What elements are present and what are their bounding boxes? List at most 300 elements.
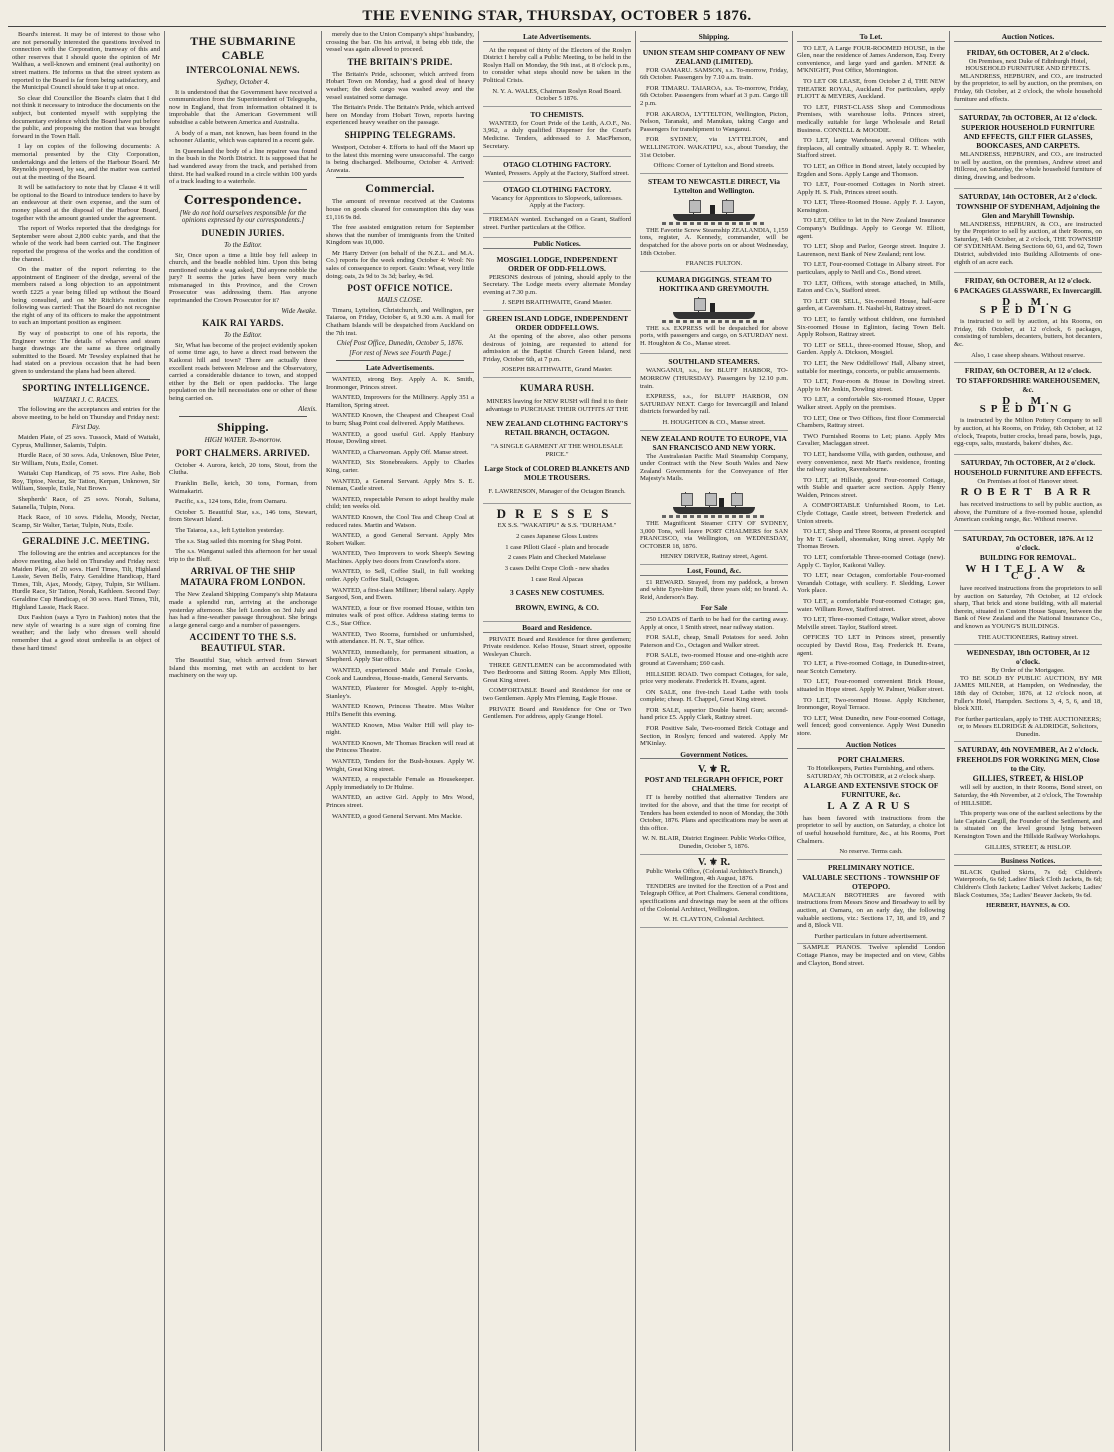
to-let-ad: TO LET, near Octagon, comfortable Four-roomed Verandah Cottage, with scullery. F. Sledding, Lower York place. — [797, 572, 945, 595]
ad-signature: HENRY DRIVER, Rattray street, Agent. — [660, 553, 768, 561]
column-1 — [8, 31, 165, 1451]
to-let-ad: TO LET, large Warehouse, several Offices with fireplaces, all centrally situated. Apply R. T. Wheeler, Stafford street. — [797, 137, 945, 160]
to-let-ad: TO LET, Offices, with storage attached, in Mills, Eaton and Co.'s, Stafford street. — [797, 279, 945, 295]
ad-signature: GILLIES, STREET, & HISLOP. — [985, 843, 1071, 851]
ad-otago-factory — [483, 157, 631, 182]
board-ad: PRIVATE Board and Residence for three gentlemen; Private residence. Kelso House, Stuart street, opposite Wesleyan Church. — [483, 635, 631, 658]
wanted-ad: WANTED, Improvers for the Millinery. Apply 351 a Hamilton, Spring street. — [326, 394, 474, 409]
article-paragraph: Dux Fashion (says a Tyro in Fashion) notes that the new style of wearing is a sure sign of coming fine weather; and the lady who dresses well should remember that a good stout umbrella is an object of these hard times! — [12, 614, 160, 652]
ad-text: TO BE SOLD BY PUBLIC AUCTION, BY MR JAMES MILNER, at Hampden, on Wednesday, the 18th day of October, 1876, at 12 o'clock noon, at Fuller's Hotel, Hampden. Sections 3, 4, 5, 6, and 18, block XIII. — [954, 674, 1102, 713]
ad-staffordshire — [954, 363, 1102, 455]
wanted-ad: WANTED, strong Boy. Apply A. K. Smith, Ironmonger, Princes street. — [326, 376, 474, 391]
ad-stock: A LARGE AND EXTENSIVE STOCK OF FURNITURE, &c. — [803, 781, 939, 800]
column-7 — [950, 31, 1106, 1451]
wanted-ad: WANTED, a respectable Female as Housekeeper. Apply immediately to Dr Hulme. — [326, 776, 474, 791]
ad-note: Also, 1 case sheep shears. Without reserve. — [971, 351, 1085, 359]
shipping-header: Shipping. — [640, 33, 788, 42]
ad-title: OTAGO CLOTHING FACTORY. — [502, 160, 612, 170]
column-5 — [636, 31, 793, 1451]
wanted-ad: WANTED, a good General Servant. Apply Mrs Robert Walker. — [326, 532, 474, 547]
shipping-item: The s.s. Wanganui sailed this afternoon for her usual trip to the Bluff. — [169, 548, 317, 563]
ad-title: NEW ZEALAND ROUTE TO EUROPE, VIA SAN FRANCISCO AND NEW YORK. — [641, 433, 787, 452]
ad-date: WEDNESDAY, 18th OCTOBER, At 12 o'clock. — [966, 648, 1090, 667]
ad-title: TO STAFFORDSHIRE WAREHOUSEMEN, &c. — [956, 376, 1100, 395]
ad-text: will sell by auction, in their Rooms, Bond street, on Saturday, the 4th November, at 2 o'clock, The Township of HILLSIDE. — [954, 784, 1102, 807]
late-ads-header: Late Advertisements. — [483, 33, 631, 42]
ad-signature: For further particulars, apply to THE AUCTIONEERS; or, to Messrs ELDRIDGE & ALDRIDGE, Solicitors, Dunedin. — [954, 715, 1102, 738]
to-let-ad: TO LET, a comfortable Four-roomed Cottage; gas, water. William Rowe, Stafford street. — [797, 598, 945, 613]
ad-signature: N. Y. A. WALES, Chairman Roslyn Road Board. October 5 1876. — [492, 87, 622, 103]
ad-title: SUPERIOR HOUSEHOLD FURNITURE AND EFFECTS, GILT FIER GLASSES, BOOKCASES, AND CARPETS. — [961, 123, 1095, 151]
ad-dresses — [483, 504, 631, 622]
section-title-correspondence: Correspondence. — [183, 192, 303, 207]
royal-arms-icon: V. ⚜ R. — [697, 764, 731, 776]
lost-ad: £1 REWARD. Strayed, from my paddock, a brown and white Eyre-hire Bull, three years old; no brand. A. Reid, Anderson's Bay. — [640, 578, 788, 601]
ad-note: Further particulars in future advertisement. — [814, 932, 928, 940]
shipping-item: Franklin Belle, ketch, 30 tons, Forman, from Waimakariri. — [169, 479, 317, 495]
ad-text: THE Magnificent Steamer CITY OF SYDNEY, 3,000 Tons, will leave PORT CHALMERS for SAN FRANCISCO, via Wellington, on WEDNESDAY, OCTOBER 18, 1876. — [640, 520, 788, 550]
ad-signature: F. LAWRENSON, Manager of the Octagon Branch. — [488, 488, 626, 496]
wanted-ad: WANTED, Tenders for the Bush-houses. Apply W. Wright, Great King street. — [326, 757, 474, 773]
pianos-ad: SAMPLE PIANOS. Twelve splendid London Cottage Pianos, may be inspected and on view, Gibbs and Clayton, Bond street. — [797, 944, 945, 967]
ad-text: MLANDRESS, HEPBURN, & CO., are instructed by the Proprietor to sell by auction, at their Rooms, on Saturday, 14th October, at 2 o'clock, THE TOWNSHIP OF SYDENHAM. Being Sections 60, 61, and 62, Town District, subdivided into Building Allotments of one-eighth of an acre each. — [954, 220, 1102, 266]
ad-office: Offices: Corner of Lyttelton and Bond streets. — [653, 162, 775, 170]
sale-ad: FOR Positive Sale, Two-roomed Brick Cottage and Section, in Roslyn; fenced and watered. Apply Mr M'Kinlay. — [640, 725, 788, 748]
ad-title: STEAM TO NEWCASTLE DIRECT, Via Lyttelton and Wellington. — [647, 176, 781, 195]
ship-icon — [662, 486, 766, 518]
ad-public-works — [640, 855, 788, 928]
ad-building-removal — [954, 531, 1102, 645]
wanted-ad: WANTED, Six Stonebreakers. Apply to Charles King, carter. — [326, 459, 474, 474]
ad-post-telegraph — [640, 762, 788, 854]
section-subtitle: WAITAKI J. C. RACES. — [53, 395, 119, 404]
ad-title: MOSGIEL LODGE, INDEPENDENT ORDER OF ODD-FELLOWS. — [496, 254, 618, 273]
ad-signature: J. SEPH BRAITHWAITE, Grand Master. — [502, 299, 612, 307]
letter-text: Sir, Once upon a time a little boy fell asleep in church, and the beadle nobbled him. Upon this being mentioned outside a wag asked, Did anyone nobble the jury? It seems the juries have been very much mismanaged in this Province, and the Crown Prosecutor was addressing them. Has anyone reprimanded the Crown Prosecutor for it? — [169, 251, 317, 305]
ad-text: Vacancy for Apprentices to Slopwork, tailoresses. Apply at the Factory. — [491, 194, 623, 210]
to-let-ad: TO LET, Four-roomed convenient Brick House, situated in Hope street. Apply W. Palmer, Walker street. — [797, 678, 945, 693]
ad-signature: JOSEPH BRAITHWAITE, Grand Master. — [501, 366, 613, 374]
to-let-ad: TO LET OR SELL, Six-roomed House, half-acre garden, at Caversham. H. Nashel-hi, Rattray street. — [797, 297, 945, 313]
auctioneer-name: WHITELAW & CO. — [965, 562, 1091, 583]
mails-close: MAILS CLOSE. — [377, 296, 423, 305]
race-entry: Maiden Plate, of 25 sovs. Tussock, Maid of Waitaki, Cyprus, Mullinner, Salamis, Tulpin. — [12, 433, 160, 449]
ad-hillside-freeholds — [954, 742, 1102, 855]
column-4 — [479, 31, 636, 1451]
ad-text: MINERS leaving for NEW RUSH will find it to their advantage to PURCHASE THEIR OUTFITS AT THE — [485, 398, 629, 413]
to-let-ad: OFFICES TO LET in Princes street, presently occupied by David Ross, Esq. Frederick H. Evans, agent. — [797, 634, 945, 657]
ad-text: FOR AKAROA, LYTTELTON, Wellington, Picton, Nelson, Taranaki, and Manukau, taking Cargo and Passengers for transhipment to Wanganui. — [640, 110, 788, 133]
wanted-ad: WANTED Known, the Cool Tea and Cheap Coal at reduced rates. Martin and Watson. — [326, 513, 474, 529]
wanted-ad: WANTED Known, Mr Thomas Bracken will read at the Princess Theatre. — [326, 739, 474, 755]
ad-otepopo — [797, 860, 945, 945]
to-let-ad: TO LET, A Large FOUR-ROOMED HOUSE, in the Glen, near the residence of James Anderson, Esq. Every convenience, and large yard and garden. M'NEE & M'KNIGHT, Post Office, Mornington. — [797, 44, 945, 75]
section-title-cable: THE SUBMARINE CABLE — [190, 34, 296, 62]
to-let-ad: TO LET, Shop and Parlor, George street. Inquire J. Laurenson, next Bank of New Zealand; rent low. — [797, 243, 945, 258]
to-let-ad: TO LET, Four-roomed Cottages in North street. Apply H. S. Fish, Princes street south. — [797, 181, 945, 196]
ad-text: FOR OAMARU. SAMSON, s.s. To-morrow, Friday, 6th October. Passengers by 7.10 a.m. train. — [640, 66, 788, 82]
ad-terms: No reserve. Terms cash. — [839, 848, 903, 856]
editor-note: [We do not hold ourselves responsible for the opinions expressed by our correspondents.] — [179, 208, 307, 225]
ad-title: GREEN ISLAND LODGE, INDEPENDENT ORDER ODDFELLOWS. — [485, 314, 629, 333]
ad-item: 1 case Pilloti Glacé - plain and brocade — [505, 543, 609, 551]
ad-kumara-diggings — [640, 272, 788, 355]
ad-text: At the request of thirty of the Electors of the Roslyn District I hereby call a Public Meeting, to be held in the Roslyn Hall on Monday, the 9th inst., at 8 o'clock p.m., to consider what steps should now be taken in the Political Crisis. — [483, 46, 631, 84]
divider — [336, 360, 464, 361]
ad-text: WANGANUI, s.s., for BLUFF HARBOR, TO-MORROW (THURSDAY). Passengers by 12.10 p.m. train. — [640, 367, 788, 390]
news-note: [For rest of News see Fourth Page.] — [349, 348, 451, 357]
ad-subtitle: EX S.S. "WAKATIPU" & S.S. "DURHAM." — [497, 521, 617, 529]
column-2 — [165, 31, 322, 1451]
to-let-ad: TO LET, an Office in Bond street, lately occupied by Ergden and Sons. Apply Lange and Thomson. — [797, 162, 945, 178]
race-entry: Waitaki Cup Handicap, of 75 sovs. Fire Ashe, Bob Roy, Tiptoe, Nectar, Sir Tatton, Kerpan, Unknown, Sir William, Steeple, Exile, Nut Brown. — [12, 470, 160, 493]
arrival-title: ARRIVAL OF THE SHIP MATAURA FROM LONDON. — [180, 566, 306, 588]
government-header: Government Notices. — [640, 751, 788, 760]
to-let-ad: TO LET, a Five-roomed Cottage, in Dunedin-street, near Scotch Cemetery. — [797, 660, 945, 675]
for-sale-header: For Sale — [640, 604, 788, 613]
section-title-commercial: Commercial. — [365, 181, 435, 196]
to-let-ad: TO LET or SELL, three-roomed House, Shop, and Garden. Apply A. Dickson, Mosgiel. — [797, 341, 945, 357]
ad-date: SATURDAY, 4th NOVEMBER, At 2 o'clock. — [957, 745, 1099, 755]
ad-text: THE s.s. EXPRESS will be despatched for above ports, with passengers and cargo, on SATURDAY next. H. Houghton & Co., Manse street. — [640, 324, 788, 347]
columns — [8, 31, 1106, 1451]
article-paragraph: It will be satisfactory to note that by Clause 4 it will be optional to the Board to introduce tenders to have by an endeavour at their own expense, and the sum of money placed at the disposal of the Harbour Board, together with the amount granted under the agreement. — [12, 184, 160, 222]
letter-text: Sir, What has become of the project evidently spoken of some time ago, to have a direct road between the Kaikorai hill and town? There are actually three excellent roads between Melrose and the Observatory, carried a considerable distance to town, and stopped either by the Belt or open paddocks. The large population on the hill necessitates one or other of these being carried on. — [169, 341, 317, 402]
ad-port-chalmers-auction — [797, 752, 945, 860]
ad-title: OTAGO CLOTHING FACTORY. — [502, 184, 612, 194]
ad-text: FOR SYDNEY, via LYTTELTON, and WELLINGTON. WAKATIPU, s.s., about Tuesday, the 31st October. — [640, 136, 788, 159]
ad-text: The Australasian Pacific Mail Steamship Company, under Contract with the New South Wales and New Zealand Governments for the Conveyance of Her Majesty's Mails. — [640, 452, 788, 483]
arrived-heading: PORT CHALMERS. ARRIVED. — [176, 447, 310, 458]
ad-text: FIREMAN wanted. Exchanged on a Grant, Stafford street. Further particulars at the Office. — [483, 215, 631, 231]
to-let-ad: TO LET, comfortable Three-roomed Cottage (new). Apply C. Taylor, Kaikorai Valley. — [797, 554, 945, 569]
ad-chemists — [483, 107, 631, 157]
masthead: THE EVENING STAR, THURSDAY, OCTOBER 5 1876. — [8, 6, 1106, 27]
divider — [179, 416, 307, 417]
sale-ad: 250 LOADS of Earth to be had for the carting away. Apply at once, 1 Smith street, near railway station. — [640, 615, 788, 631]
column-6 — [793, 31, 950, 1451]
ad-note: By Order of the Mortgagee. — [991, 667, 1065, 675]
ad-newcastle — [640, 174, 788, 272]
ad-signature: H. HOUGHTON & CO., Manse street. — [662, 419, 766, 427]
wanted-ad: WANTED Known, Miss Walter Hill will play to-night. — [326, 721, 474, 737]
wanted-ad: WANTED, a good General Servant. Mrs Mackie. — [332, 812, 463, 820]
pride-title: THE BRITAIN'S PRIDE. — [347, 56, 453, 67]
wanted-ad: WANTED Known, Princess Theatre. Miss Walter Hill's Benefit this evening. — [326, 703, 474, 718]
to-let-ad: TO LET, Three-Roomed House. Apply F. J. Layon, Kensington. — [797, 199, 945, 214]
to-let-ad: TO LET, Three-roomed Cottage, Walker street, above Melville street. Taylor, Stafford street. — [797, 616, 945, 631]
ad-item: 3 CASES NEW COSTUMES. — [510, 588, 604, 598]
business-signature: HERBERT, HAYNES, & CO. — [986, 902, 1070, 910]
wanted-ads-list — [326, 376, 474, 820]
ad-signature: THE AUCTIONEERS, Rattray street. — [977, 633, 1079, 641]
ad-text: is instructed by the Milton Pottery Company to sell by auction, at his Rooms, on Friday, 6th October, at 12 o'clock, Teapots, butter crocks, bread pans, bowls, jugs, egg-cups, salts, mustards, bakers' dishes, &c. — [954, 417, 1102, 448]
ad-text: This property was one of the earliest selections by the late Captain Cargill, the Founder of the Settlement, and is situated on the level ground lying between Kensington Town and the Hillside Railway Workshops. — [954, 810, 1102, 841]
ad-text: IT is hereby notified that alternative Tenders are invited for the above, and that the time for receipt of Tenders has been extended to noon of Monday, the 30th October, 1876. Plans and specifications may be seen at this office. — [640, 794, 788, 832]
wanted-ad: WANTED Known, the Cheapest and Cheapest Coal to burn; Shag Point coal delivered. Apply Matthews. — [326, 412, 474, 427]
divider — [179, 189, 307, 190]
auctioneer-name: GILLIES, STREET, & HISLOP — [972, 774, 1084, 784]
to-let-ad: TO LET, handsome Villa, with garden, outhouse, and every convenience, next Mr Hart's residence, fronting the railway station, Ravensbourne. — [797, 450, 945, 474]
lost-found-header: Lost, Found, &c. — [640, 567, 788, 576]
ad-superior-furniture — [954, 110, 1102, 188]
shipping-item: The Taiaroa, s.s., left Lyttelton yesterday. — [175, 526, 284, 534]
column-3 — [322, 31, 479, 1451]
article-paragraph: It is understood that the Government have received a communication from the Superintendent of Telegraphs, now in England, that from information obtained it is improbable that the American Government will subsidise a cable between America and Australia. — [169, 88, 317, 126]
post-signature: Chief Post Office, Dunedin, October 5, 1876. — [336, 339, 464, 348]
ad-title: TOWNSHIP OF SYDENHAM, Adjoining the Glen and Maryhill Township. — [956, 201, 1100, 220]
to-let-ad: TO LET, One or Two Offices, first floor Commercial Chambers, Rattray street. — [797, 414, 945, 430]
to-let-list — [797, 45, 945, 738]
ad-text: WANTED, for Court Pride of the Leith, A.O.F., No. 3,962, a duly qualified Dispenser for the Court's Medicine. Tenders, addressed to J. MacPherson, Secretary. — [483, 119, 631, 150]
ad-text: has been favored with instructions from the proprietor to sell by auction, on Saturday, a choice lot of useful household furniture, &c., at his Rooms, Port Chalmers. — [797, 814, 945, 845]
section-title-sporting: SPORTING INTELLIGENCE. — [22, 382, 150, 393]
ad-date: SATURDAY, 14th OCTOBER, At 2 o'clock. — [959, 191, 1097, 201]
to-let-ad: TO LET, at Hillside, good Four-roomed Cottage, with Stable and quarter acre section. Apply Henry Walden, Princes street. — [797, 476, 945, 499]
ad-sydenham — [954, 189, 1102, 274]
ad-date: SATURDAY, 7th OCTOBER, 1876. At 12 o'clock. — [962, 533, 1094, 552]
ad-green-island-lodge — [483, 311, 631, 378]
ad-text: PERSONS desirous of joining, should apply to the Secretary. The Lodge meets every alternate Monday evening at 7.30 p.m. — [483, 273, 631, 296]
article-paragraph: merely due to the Union Company's ships' husbandry, crossing the bar. On his arrival, it being ebb tide, the vessel was again allowed to proceed. — [326, 31, 474, 54]
sale-ad: FOR SALE, two-roomed House and one-eighth acre ground at Caversham; £60 cash. — [640, 652, 788, 667]
race-entry: Hurdle Race, of 30 sovs. Ada, Unknown, Blue Peter, Sir William, Nuts, Exile, Comet. — [12, 452, 160, 467]
ad-title: DRESSES — [496, 506, 618, 521]
letter-signature: Alexis. — [298, 404, 317, 413]
ad-item: 1 case Real Alpacas — [530, 575, 584, 583]
article-paragraph: The New Zealand Shipping Company's ship Mataura made a splendid run, arriving at the anchorage yesterday afternoon. She left London on 3rd July and has had a fine-weather passage throughout. She brings a large general cargo and a number of passengers. — [169, 591, 317, 629]
ad-date: FRIDAY, 6th OCTOBER, At 12 o'clock. — [964, 276, 1092, 286]
ad-signature: W. N. BLAIR, District Engineer. Public Works Office, Dunedin, October 5, 1876. — [642, 835, 786, 850]
ad-factory: NEW ZEALAND CLOTHING FACTORY'S RETAIL BRANCH, OCTAGON. — [486, 419, 628, 438]
article-paragraph: So clear did Councillor the Board's claim that I did not think it necessary to introduce the documents on the subject, but contented myself with supplying the documentary evidence which the Board have put before the public, and proposing the motion that was brought forward in the Town Hall. — [12, 94, 160, 140]
wanted-ad: WANTED, Two Rooms, furnished or unfurnished, with attendance. H. N. T., Star office. — [326, 630, 474, 646]
article-paragraph: The free assisted emigration return for September shows that the number of immigrants from the United Kingdom was 10,000. — [326, 224, 474, 247]
divider — [336, 177, 464, 178]
auction-header: Auction Notices — [797, 741, 945, 750]
to-let-ad: TWO Furnished Rooms to Let; piano. Apply Mrs Cavalier, Maclaggan street. — [797, 432, 945, 448]
ad-item: 3 cases Delhi Crepe Cloth - new shades — [504, 564, 610, 572]
late-ads-header: Late Advertisements. — [326, 364, 474, 373]
to-let-ad: TO LET, Two-roomed House. Apply Kitchener, Ironmonger, Royal Terrace. — [797, 696, 945, 712]
business-ad: BLACK Quilted Skirts, 7s 6d; Children's Waterproofs, 6s 6d; Ladies' Black Cloth Jackets, 8s 6d; Children's Cloth Jackets; Ladies' Velvet Jackets; Ladies' Black Costumes, 35s; Ladies' Beaver Jackets, 9s 6d. — [954, 868, 1102, 899]
ad-title: FREEHOLDS FOR WORKING MEN, Close to the City. — [956, 755, 1100, 774]
ad-southland — [640, 354, 788, 430]
ad-text: MLANDRESS, HEPBURN, and CO., are instructed to sell by auction, on the premises, Andrew street and Hillcrest, on Saturday, the whole household furniture of dining, drawing, and bedroom. — [954, 151, 1102, 181]
ad-union-steam — [640, 45, 788, 174]
article-paragraph: The Beautiful Star, which arrived from Stewart Island this morning, met with an accident to her machinery on the way up. — [169, 657, 317, 680]
ad-title: BUILDING FOR REMOVAL. — [979, 552, 1077, 562]
ad-signature: BROWN, EWING, & CO. — [515, 603, 599, 613]
ad-item: 2 cases Plain and Checked Matelasse — [508, 554, 606, 562]
race-entry: Shepherds' Race, of 25 sovs. Norah, Sultana, Satanella, Tulpin, Nora. — [12, 496, 160, 511]
ad-text: is instructed to sell by auction, at his Rooms, on Friday, 6th October, at 12 o'clock, 6 packages, consisting of tumblers, decanters, butters, hot decanters, &c. — [954, 318, 1102, 349]
article-paragraph: I lay on copies of the following documents: A memorial presented by the City Corporation, undertakings and the letters of the Harbour Board. Mr Reynolds proposed, by sea, and the matter was carried out at the meeting of the Board. — [12, 143, 160, 181]
wanted-ad: WANTED, immediately, for permanent situation, a Shepherd. Apply Star office. — [326, 648, 474, 664]
to-let-ad: TO LET, Four-roomed Cottage in Albany street. For particulars, apply to Neill and Co., Bond street. — [797, 261, 945, 277]
board-ad: COMFORTABLE Board and Residence for one or two Gentlemen. Apply Mrs Fleming, Eagle House. — [483, 687, 631, 702]
high-water: HIGH WATER. To-morrow. — [204, 436, 282, 445]
ad-subtitle: VALUABLE SECTIONS - TOWNSHIP OF OTEPOPO. — [802, 872, 940, 891]
article-paragraph: In Queensland the body of a line repairer was found in the bush in the North District. It is supposed that he had wandered away from the track, and perished from thirst. He had walked round in a circle within 100 yards of a track leading to a waterhole. — [169, 147, 317, 186]
sale-ad: HILLSIDE ROAD. Two compact Cottages, for sale, price very moderate. Frederick H. Evans, agent. — [640, 670, 788, 686]
ad-title: Public Works Office, (Colonial Architect's Branch,) Wellington, 4th August, 1876. — [645, 867, 783, 883]
letter-salutation: To the Editor. — [224, 240, 262, 249]
section-title-shipping: Shipping. — [217, 420, 269, 435]
section-title-geraldine: GERALDINE J.C. MEETING. — [22, 536, 150, 547]
ad-glassware — [954, 273, 1102, 363]
ad-title: 6 PACKAGES GLASSWARE, Ex Invercargill. — [954, 286, 1102, 296]
to-let-ad: TO LET, West Dunedin, new Four-roomed Cottage, well fenced; good convenience. Apply West Dunedin store. — [797, 714, 945, 737]
ad-fireman — [483, 214, 631, 238]
ad-text: TENDERS are invited for the Erection of a Post and Telegraph Office, at Port Chalmers. General conditions, specifications and drawings may be seen at the offices of the Colonial Architect, Wellington. — [640, 882, 788, 913]
auctioneer-name: D. M. SPEDDING — [979, 296, 1077, 316]
shipping-item: October 4. Aurora, ketch, 20 tons, Stout, from the Clutha. — [169, 461, 317, 477]
ad-electors — [483, 45, 631, 107]
ad-otago-factory — [483, 182, 631, 214]
royal-arms-icon: V. ⚜ R. — [697, 856, 731, 868]
shipping-item: The s.s. Stag sailed this morning for Shag Point. — [175, 537, 303, 545]
to-let-ad: TO LET, FIRST-CLASS Shop and Commodious Premises, with warehouse lofts. Princes street, medically suitable for large Wholesale and Retail Business. CONNELL & MOODIE. — [797, 103, 945, 134]
ad-title: KUMARA RUSH. — [519, 383, 595, 394]
article-paragraph: The amount of revenue received at the Customs house on goods cleared for consumption this day was £1,116 9s 8d. — [326, 198, 474, 221]
ship-icon — [662, 197, 766, 225]
auctioneer-name: ROBERT BARR — [960, 486, 1096, 499]
ad-text: Wanted, Pressers. Apply at the Factory, Stafford street. — [484, 170, 630, 178]
post-office-title: POST OFFICE NOTICE. — [347, 283, 453, 294]
article-paragraph: A body of a man, not known, has been found in the schooner Atlantic, which was captured in a recent gale. — [169, 129, 317, 145]
ad-text: At the opening of the above, also other persons desirous of joining, are requested to attend for admission at the Baptist Church Green Island, next Friday, October 6th, at 7 p.m. — [483, 333, 631, 363]
shipping-item: Pacific, s.s., 124 tons, Edie, from Oamaru. — [175, 498, 287, 506]
wanted-ad: WANTED, to Sell, Coffee Stall, in full working order. Apply Coffee Stall, Octagon. — [326, 568, 474, 584]
telegrams-title: SHIPPING TELEGRAMS. — [344, 129, 456, 140]
ad-stock: Large Stock of COLORED BLANKETS AND MOLE TROUSERS. — [484, 464, 630, 483]
ad-duke-edinburgh — [954, 45, 1102, 111]
article-paragraph: On the matter of the report referring to the appointment of Engineer of the dredge, several of the members raised a long objection to an appointment worth £225 a year being filled up without the Board being consulted, and on Mr Ritchie's motion the following was carried: That the Board do not recognise the right of any of its officers to make the appointment to such an important position as engineer. — [12, 266, 160, 327]
ad-item: 2 cases Japanese Gloss Lustres — [516, 533, 598, 541]
ad-motto: "A SINGLE GARMENT AT THE WHOLESALE PRICE." — [491, 443, 623, 458]
article-paragraph: The following are the entries and acceptances for the above meeting, also held on Thursday and Friday next: Maiden Plate, of 20 sovs. Hard Times, Tilt, Highland Lassie, Seven Bells, Fairy. Geraldine Handicap, Hard Times, Tilt, Ajax, Moody, Gipsy, Tulpin, Sir William. Hurdle Race, Sir Tatton, Norah, Kathleen. Second Day: Geraldine Cup Handicap, of 30 sovs. Hard Times, Tilt, Highland Lassie, Hack Race. — [12, 550, 160, 611]
ad-location: On Premises at foot of Hanover street. — [977, 477, 1079, 485]
auctioneer-name: D. M. SPEDDING — [979, 395, 1077, 415]
ad-text: FOR TIMARU. TAIAROA, s.s. To-morrow, Friday, 6th October. Passengers from wharf at 3 p.m. Cargo till 2 p.m. — [640, 84, 788, 107]
ad-signature: W. H. CLAYTON, Colonial Architect. — [663, 916, 765, 924]
ad-text: MACLEAN BROTHERS are favored with instructions from Messrs Snow and Broadway to sell by auction, at Oamaru, on an early day, the following valuable sections, viz.: Sections 17, 18, and 19, and 7 and 8, Block VII. — [797, 891, 945, 930]
ad-household — [954, 455, 1102, 531]
ad-text: has received instructions to sell by public auction, as above, the Furniture of a five-roomed house, splendid American cooking range, &c. Without reserve. — [954, 501, 1102, 524]
to-let-ad: TO LET, to family without children, one furnished Six-roomed House in Eglinton, facing Town Belt. Apply Robson, Rattray street. — [797, 316, 945, 339]
day-heading: First Day. — [71, 423, 101, 432]
ad-mosgiel-lodge — [483, 252, 631, 311]
to-let-ad: TO LET, Shop and Three Rooms, at present occupied by Mr T. Gaskell, shoemaker, King street. Apply Mr Thomas Brown. — [797, 528, 945, 551]
wanted-ad: WANTED, Two Improvers to work Sheep's Sewing Machines. Apply two doors from Crawford's store. — [326, 550, 474, 565]
wanted-ad: WANTED, a four or five roomed House, within ten minutes walk of post office. Address stating terms to C.S., Star Office. — [326, 604, 474, 628]
ad-date: SATURDAY, 7th OCTOBER, At 2 o'clock. — [960, 457, 1096, 467]
ad-mortgagee-sale — [954, 645, 1102, 742]
wanted-ad: WANTED, respectable Person to adopt healthy male child; ten weeks old. — [326, 495, 474, 511]
shipping-item: October 5. Beautiful Star, s.s., 146 tons, Stewart, from Stewart Island. — [169, 508, 317, 524]
article-paragraph: The Britain's Pride. The Britain's Pride, which arrived here on Monday from Hobart Town, reports having experienced heavy weather on the passage. — [326, 104, 474, 127]
article-paragraph: The Britain's Pride, schooner, which arrived from Hobart Town on Monday, had a good deal of heavy weather; the deck cargo was washed away and the vessel sustained some damage. — [326, 70, 474, 101]
sale-ad: FOR SALE, cheap, Small Potatoes for seed. John Paterson and Co., Octagon and Walker street. — [640, 634, 788, 649]
ad-text: MLANDRESS, HEPBURN, and CO., are instructed by the proprietor, to sell by auction, on the premises, on Friday, 6th October, at 2 o'clock, the whole household furniture and effects. — [954, 72, 1102, 103]
letter-title: KAIK RAI YARDS. — [202, 318, 284, 329]
article-paragraph: By way of postscript to one of his reports, the Engineer wrote: The details of wharves and steam barge drawings are the same as three originally submitted to the Board. Mr Tewsley explained that he had stated on a previous occasion that he had been given to understand the plans had been altered. — [12, 329, 160, 375]
wanted-ad: WANTED, an active Girl. Apply to Mrs Wood, Princes street. — [326, 794, 474, 809]
to-let-ad: TO LET, Office to let in the New Zealand Insurance Company's Buildings. Apply to George W. Elliott, agent. — [797, 217, 945, 240]
public-notices-header: Public Notices. — [483, 240, 631, 249]
ad-text: have received instructions from the proprietors to sell by auction on Saturday, 7th October, at 12 o'clock sharp, That brick and stone building, with all material therein, situated in Custom House Square, between the Bank of New Zealand and the National Insurance Co., and known as YOUNG'S BUILDINGS. — [954, 584, 1102, 630]
wanted-ad: WANTED, a Charwoman. Apply Off. Manse street. — [332, 448, 469, 456]
ad-text: THE Favorite Screw Steamship ZEALANDIA, 1,159 tons, register, A. Kennedy, commander, will be despatched for the above ports on or about Wednesday, 18th October. — [640, 226, 788, 257]
ad-title: POST AND TELEGRAPH OFFICE, PORT CHALMERS. — [644, 775, 784, 794]
ad-title: On Premises, next Duke of Edinburgh Hotel, HOUSEHOLD FURNITURE AND EFFECTS. — [965, 57, 1091, 73]
ad-kumara-rush — [483, 378, 631, 504]
letter-title: DUNEDIN JURIES. — [201, 227, 285, 238]
divider — [22, 379, 150, 380]
ad-signature: FRANCIS FULTON. — [685, 260, 743, 268]
dateline: Sydney, October 4. — [216, 78, 270, 86]
ad-date: FRIDAY, 6th OCTOBER, At 2 o'clock. — [966, 47, 1090, 57]
ad-title: HOUSEHOLD FURNITURE AND EFFECTS. — [954, 467, 1102, 477]
ad-title: PORT CHALMERS. — [837, 755, 905, 765]
sale-ad: FOR SALE, superior Double barrel Gun; second-hand price £5. Apply Clark, Rattray street. — [640, 706, 788, 722]
ad-title: TO CHEMISTS. — [530, 109, 584, 119]
board-ad: THREE GENTLEMEN can be accommodated with Two Bedrooms and Sitting Room. Apply Mrs Elliott, Great King street. — [483, 661, 631, 684]
to-let-ad: TO LET, the New Oddfellows' Hall, Albany street, suitable for meetings, concerts, or public amusements. — [797, 359, 945, 375]
ad-text: To Hotelkeepers, Parties Furnishing, and others. SATURDAY, 7th OCTOBER, at 2 o'clock sharp. — [806, 765, 936, 780]
board-ad: PRIVATE Board and Residence for One or Two Gentlemen. For address, apply Grange Hotel. — [483, 705, 631, 721]
ad-text: EXPRESS, s.s., for BLUFF HARBOR, ON SATURDAY NEXT. Cargo for Invercargill and Inland districts forwarded by rail. — [640, 393, 788, 416]
auctioneer-name: LAZARUS — [827, 800, 915, 813]
to-let-ad: A COMFORTABLE Unfurnished Room, to Let. Clyde Cottage, Castle street, between Frederick and Union streets. — [797, 502, 945, 525]
ad-date: SATURDAY, 7th OCTOBER, At 12 o'clock. — [959, 113, 1097, 123]
divider — [22, 532, 150, 533]
wanted-ad: WANTED, a good useful Girl. Apply Hanbury House, Dowling street. — [326, 430, 474, 446]
wanted-ad: WANTED, Plasterer for Mosgiel. Apply to-night, Stanley's. — [326, 685, 474, 700]
section-subtitle: INTERCOLONIAL NEWS. — [186, 65, 300, 75]
letter-salutation: To the Editor. — [224, 331, 262, 340]
ad-title: PRELIMINARY NOTICE. — [827, 862, 915, 872]
business-header: Business Notices. — [954, 857, 1102, 866]
auction-header: Auction Notices. — [954, 33, 1102, 42]
ad-san-francisco-route — [640, 431, 788, 565]
article-paragraph: The report of Works reported that the dredgings for September were about 2,800 cubic yards, and that the whole of the work had been carried out. The Engineer reported the progress of the works and the condition of the channel. — [12, 225, 160, 263]
letter-signature: Wide Awake. — [281, 306, 317, 315]
ad-title: KUMARA DIGGINGS. STEAM TO HOKITIKA AND GREYMOUTH. — [656, 274, 772, 293]
to-let-ad: TO LET OR LEASE, from October 2 d, THE NEW THEATRE ROYAL, Auckland. For particulars, apply FLIOTT & MEYERS, Auckland. — [797, 77, 945, 101]
article-paragraph: Westport, October 4. Efforts to haul off the Maori up to the latest this morning were unsuccessful. The cargo is being discharged. Melbourne, October 4. Arrived: Arawata. — [326, 143, 474, 174]
ship-icon — [662, 295, 766, 323]
wanted-ad: WANTED, experienced Male and Female Cooks, Cook and Laundress, House-maids, General Servants. — [326, 667, 474, 682]
article-paragraph: Timaru, Lyttelton, Christchurch, and Wellington, per Taiaroa, on Friday, October 6, at 9.30 a.m. A mail for Chatham Islands will be despatched from Auckland on the 7th inst. — [326, 306, 474, 337]
article-paragraph: Board's interest. It may be of interest to those who are not personally interested the questions involved in connection with the Corporation, tramway of this and other reserves that I should quote the opinion of Mr Walthau, a well-known and eminent (real authority) on street matters. He informs us that the street system as reported to the Board is far from being satisfactory, and the Municipal Council should take it up at once. — [12, 31, 160, 92]
race-entry: Hack Race, of 10 sovs. Fidelia, Moody, Nectar, Scamp, Sir Walter, Tartar, Tulpin, Nuts, Exile. — [12, 514, 160, 529]
accident-title: ACCIDENT TO THE S.S. BEAUTIFUL STAR. — [189, 632, 297, 654]
article-paragraph: The following are the acceptances and entries for the above meeting, to be held on Thursday and Friday next: — [12, 406, 160, 421]
wanted-ad: WANTED, a first-class Milliner; liberal salary. Apply Sargood, Son, and Ewen. — [326, 586, 474, 602]
to-let-ad: TO LET, a comfortable Six-roomed House, Upper Walker street. Apply on the premises. — [797, 396, 945, 411]
to-let-ad: TO LET, Four-room & House in Dowling street. Apply to Mr Jenkin, Dowling street. — [797, 378, 945, 393]
to-let-header: To Let. — [797, 33, 945, 42]
wanted-ad: WANTED, a General Servant. Apply Mrs S. E. Nieman, Castle street. — [326, 477, 474, 493]
ad-title: UNION STEAM SHIP COMPANY OF NEW ZEALAND (LIMITED). — [642, 47, 786, 66]
ad-date: FRIDAY, 6th OCTOBER, At 12 o'clock. — [964, 366, 1092, 376]
board-header: Board and Residence. — [483, 624, 631, 633]
article-paragraph: Mr Harry Driver (on behalf of the N.Z.L. and M.A. Co.) reports for the week ending October 4: Wool: No sales of consequence to report. Grain: Wheat, very little doing; oats, 2s 9d to 3s 3d; barley, 4s 9d. — [326, 249, 474, 280]
sale-ad: ON SALE, one five-inch Lead Lathe with tools complete; cheap. H. Chappel, Great King street. — [640, 688, 788, 704]
ad-title: SOUTHLAND STEAMERS. — [668, 357, 760, 367]
